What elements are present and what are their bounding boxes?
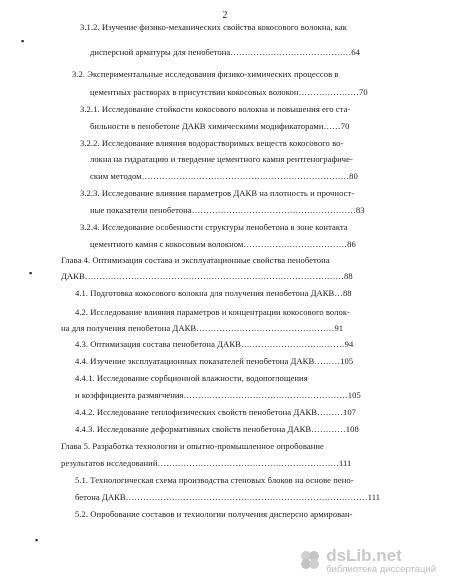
toc-line: ДАКВ………………………………………………………………………………88 [61,271,353,281]
toc-line: 4.4.1. Исследование сорбционной влажности, водопоглощения [75,373,308,383]
toc-line: цементного камня с кокосовым волокном………………………………86 [90,239,356,249]
toc-line: 5.2. Опробование составов и технологии получения дисперсно армирован- [75,509,353,519]
toc-line: и коэффициента размягчения…………………………………………………105 [75,390,361,400]
toc-line: ные показатели пенобетона…………………………………………………83 [90,205,365,215]
scan-mark: ▪ [21,36,25,46]
toc-line: 3.2.4. Исследование особенности структуры пенобетона в зоне контакта [80,222,348,232]
toc-line: ским методом………………………………………………………………80 [90,171,358,181]
dslib-logo-icon [298,548,322,572]
toc-line: 3.2.3. Исследование влияния параметров ДАКВ на плотность и прочност- [80,188,355,198]
toc-line: 3.1.2. Изучение физико-механических свойства кокосового волокна, как [80,22,347,32]
toc-line: локна на гидратацию и твердение цементного камня рентгенографиче- [90,154,353,164]
toc-line: дисперсной арматуры для пенобетона……………………………………64 [90,47,360,57]
toc-line: 5.1. Технологическая схема производства стеновых блоков на основе пено- [75,475,354,485]
scan-mark: ▪ [29,268,33,278]
toc-line: цементных растворах в присутствии кокосовых волокон…………………70 [90,87,368,97]
toc-line: 4.4.2. Исследование теплофизических свойств пенобетона ДАКВ………107 [75,407,357,417]
toc-line: Глава 5. Разработка технологии и опытно-промышленное опробование [61,441,324,451]
toc-line: 4.4. Изучение эксплуатационных показателей пенобетона ДАКВ………105 [75,356,354,366]
toc-line: результатов исследований………………………………………………………111 [61,458,352,468]
scan-mark: ▪ [35,535,39,545]
toc-line: 3.2.2. Исследование влияния водорастворимых веществ кокосового во- [80,138,344,148]
toc-line: 4.1. Подготовка кокосового волокна для получения пенобетона ДАКВ…88 [75,288,352,298]
toc-line: 3.2. Экспериментальные исследования физико-химических процессов в [72,69,339,79]
watermark-brand: dsLib.net [326,545,402,565]
toc-line: 3.2.1. Исследование стойкости кокосового волокна и повышения его ста- [80,104,351,114]
toc-line: 4.2. Исследование влияния параметров и концентрации кокосового волок- [75,307,350,317]
dslib-watermark [298,547,436,575]
toc-line: на для получения пенобетона ДАКВ…………………………………………91 [61,323,344,333]
toc-line: бетона ДАКВ…………………………………………………………………………111 [75,492,381,502]
page-number: 2 [222,10,228,21]
toc-line: бильности в пенобетоне ДАКВ химическими модификаторами……70 [90,121,350,131]
toc-line: Глава 4. Оптимизация состава и эксплуатационные свойства пенобетона [61,255,330,265]
toc-line: 4.3. Оптимизация состава пенобетона ДАКВ………………………………94 [75,339,354,349]
toc-line: 4.4.3. Исследование деформативных свойств пенобетона ДАКВ…………108 [75,424,359,434]
watermark-subtitle: библиотека диссертаций [326,563,436,575]
